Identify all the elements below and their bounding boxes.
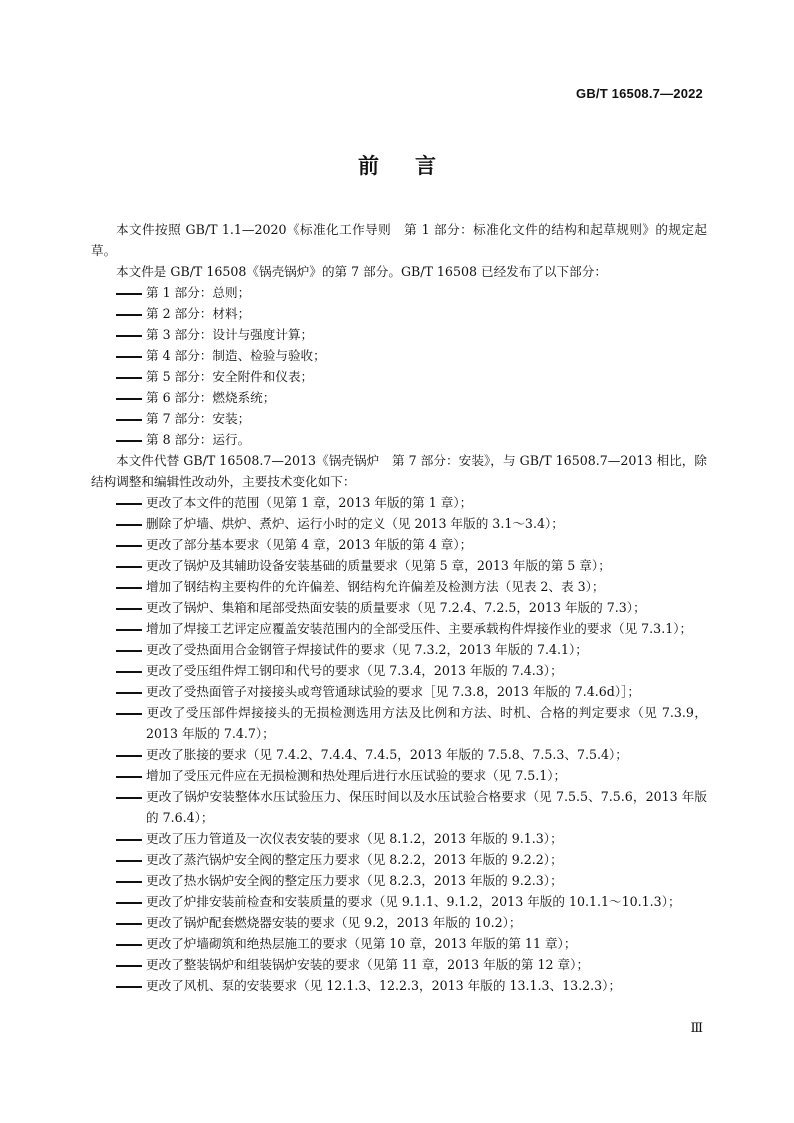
dash-bullet [116, 314, 142, 316]
list-item-text: 更改了风机、泵的安装要求（见 12.1.3、12.2.3，2013 年版的 13.1.3、13.2.3）； [146, 978, 622, 993]
list-item-text: 更改了锅炉及其辅助设备安装基础的质量要求（见第 5 章，2013 年版的第 5 章）； [146, 558, 611, 573]
dash-bullet [116, 986, 142, 988]
dash-bullet [116, 440, 142, 442]
list-item-text: 更改了受压组件焊工钢印和代号的要求（见 7.3.4，2013 年版的 7.4.3）； [146, 663, 563, 678]
list-item [91, 597, 707, 618]
list-item [91, 744, 707, 765]
dash-bullet [116, 944, 142, 946]
document-body [91, 219, 707, 996]
list-item [91, 702, 707, 744]
dash-bullet [116, 650, 142, 652]
dash-bullet [116, 776, 142, 778]
list-item-text: 更改了部分基本要求（见第 4 章，2013 年版的第 4 章）； [146, 537, 473, 552]
list-item [91, 366, 707, 387]
dash-bullet [116, 692, 142, 694]
list-item [91, 954, 707, 975]
standard-code: GB/T 16508.7—2022 [576, 86, 703, 101]
list-item [91, 387, 707, 408]
list-item-text: 删除了炉墙、烘炉、煮炉、运行小时的定义（见 2013 年版的 3.1～3.4）； [146, 516, 564, 531]
dash-bullet [116, 419, 142, 421]
list-item-text: 更改了本文件的范围（见第 1 章，2013 年版的第 1 章）； [146, 495, 473, 510]
dash-bullet [116, 629, 142, 631]
list-item [91, 975, 707, 996]
intro-paragraph: 本文件是 GB/T 16508《锅壳锅炉》的第 7 部分。GB/T 16508 已经发布了以下部分： [116, 264, 607, 279]
list-item-text: 更改了炉排安装前检查和安装质量的要求（见 9.1.1、9.1.2，2013 年版的 10.1.1～10.1.3）； [146, 894, 681, 909]
dash-bullet [116, 860, 142, 862]
dash-bullet [116, 923, 142, 925]
list-item [91, 912, 707, 933]
list-item [91, 681, 707, 702]
list-item-text: 增加了钢结构主要构件的允许偏差、钢结构允许偏差及检测方法（见表 2、表 3）； [146, 579, 605, 594]
dash-bullet [116, 881, 142, 883]
list-item [91, 555, 707, 576]
list-item [91, 534, 707, 555]
list-item [91, 765, 707, 786]
list-item-text: 第 3 部分：设计与强度计算； [146, 327, 314, 342]
list-item-text: 更改了热水锅炉安全阀的整定压力要求（见 8.2.3，2013 年版的 9.2.3）； [146, 873, 563, 888]
dash-bullet [116, 755, 142, 757]
list-item [91, 828, 707, 849]
dash-bullet [116, 356, 142, 358]
list-item-text: 第 8 部分：运行。 [146, 432, 251, 447]
list-item-text: 更改了锅炉安装整体水压试验压力、保压时间以及水压试验合格要求（见 7.5.5、7.5.6，2013 年版的 7.6.4）； [146, 789, 707, 825]
list-item-text: 增加了焊接工艺评定应覆盖安装范围内的全部受压件、主要承载构件焊接作业的要求（见 7.3.1）； [146, 621, 693, 636]
list-item-text: 更改了炉墙砌筑和绝热层施工的要求（见第 10 章，2013 年版的第 11 章）； [146, 936, 577, 951]
list-item-text: 更改了整装锅炉和组装锅炉安装的要求（见第 11 章，2013 年版的第 12 章）； [146, 957, 590, 972]
dash-bullet [116, 839, 142, 841]
list-item-text: 更改了锅炉配套燃烧器安装的要求（见 9.2，2013 年版的 10.2）； [146, 915, 522, 930]
list-item [91, 933, 707, 954]
list-item-text: 第 4 部分：制造、检验与验收； [146, 348, 326, 363]
list-item [91, 429, 707, 450]
list-item-text: 第 1 部分：总则； [146, 285, 251, 300]
list-item-text: 更改了压力管道及一次仪表安装的要求（见 8.1.2，2013 年版的 9.1.3）； [146, 831, 563, 846]
page-number: Ⅲ [690, 1021, 703, 1036]
list-item-text: 第 2 部分：材料； [146, 306, 251, 321]
dash-bullet [116, 293, 142, 295]
list-item [91, 849, 707, 870]
dash-bullet [116, 713, 142, 715]
dash-bullet [116, 797, 142, 799]
list-item-text: 第 7 部分：安装； [146, 411, 251, 426]
list-item-text: 更改了胀接的要求（见 7.4.2、7.4.4、7.4.5，2013 年版的 7.5.8、7.5.3、7.5.4）； [146, 747, 628, 762]
list-item [91, 660, 707, 681]
list-item [91, 639, 707, 660]
dash-bullet [116, 398, 142, 400]
dash-bullet [116, 503, 142, 505]
dash-bullet [116, 335, 142, 337]
list-item [91, 513, 707, 534]
list-item-text: 增加了受压元件应在无损检测和热处理后进行水压试验的要求（见 7.5.1）； [146, 768, 567, 783]
list-item [91, 492, 707, 513]
list-item [91, 891, 707, 912]
dash-bullet [116, 671, 142, 673]
changes-list [91, 492, 707, 996]
list-item-text: 第 6 部分：燃烧系统； [146, 390, 276, 405]
list-item-text: 更改了受热面管子对接接头或弯管通球试验的要求［见 7.3.8，2013 年版的 7.4.6d）］； [146, 684, 641, 699]
dash-bullet [116, 902, 142, 904]
list-item [91, 408, 707, 429]
list-item [91, 576, 707, 597]
replacement-paragraph: 本文件代替 GB/T 16508.7—2013《锅壳锅炉 第 7 部分：安装》，与 GB/T 16508.7—2013 相比，除结构调整和编辑性改动外，主要技术变化如下： [91, 453, 707, 489]
list-item-text: 第 5 部分：安全附件和仪表； [146, 369, 314, 384]
list-item [91, 345, 707, 366]
list-item [91, 870, 707, 891]
intro-paragraph: 本文件按照 GB/T 1.1—2020《标准化工作导则 第 1 部分：标准化文件的结构和起草规则》的规定起草。 [91, 222, 707, 258]
dash-bullet [116, 608, 142, 610]
list-item-text: 更改了受压部件焊接接头的无损检测选用方法及比例和方法、时机、合格的判定要求（见 7.3.9，2013 年版的 7.4.7）； [146, 705, 707, 741]
list-item-text: 更改了蒸汽锅炉安全阀的整定压力要求（见 8.2.2，2013 年版的 9.2.2）； [146, 852, 563, 867]
dash-bullet [116, 566, 142, 568]
dash-bullet [116, 965, 142, 967]
list-item [91, 303, 707, 324]
parts-list [91, 282, 707, 450]
list-item [91, 618, 707, 639]
list-item-text: 更改了受热面用合金钢管子焊接试件的要求（见 7.3.2，2013 年版的 7.4.1）； [146, 642, 588, 657]
page-title: 前言 [358, 154, 472, 178]
list-item [91, 324, 707, 345]
dash-bullet [116, 524, 142, 526]
list-item [91, 786, 707, 828]
dash-bullet [116, 377, 142, 379]
dash-bullet [116, 545, 142, 547]
list-item-text: 更改了锅炉、集箱和尾部受热面安装的质量要求（见 7.2.4、7.2.5，2013 年版的 7.3）； [146, 600, 646, 615]
dash-bullet [116, 587, 142, 589]
list-item [91, 282, 707, 303]
